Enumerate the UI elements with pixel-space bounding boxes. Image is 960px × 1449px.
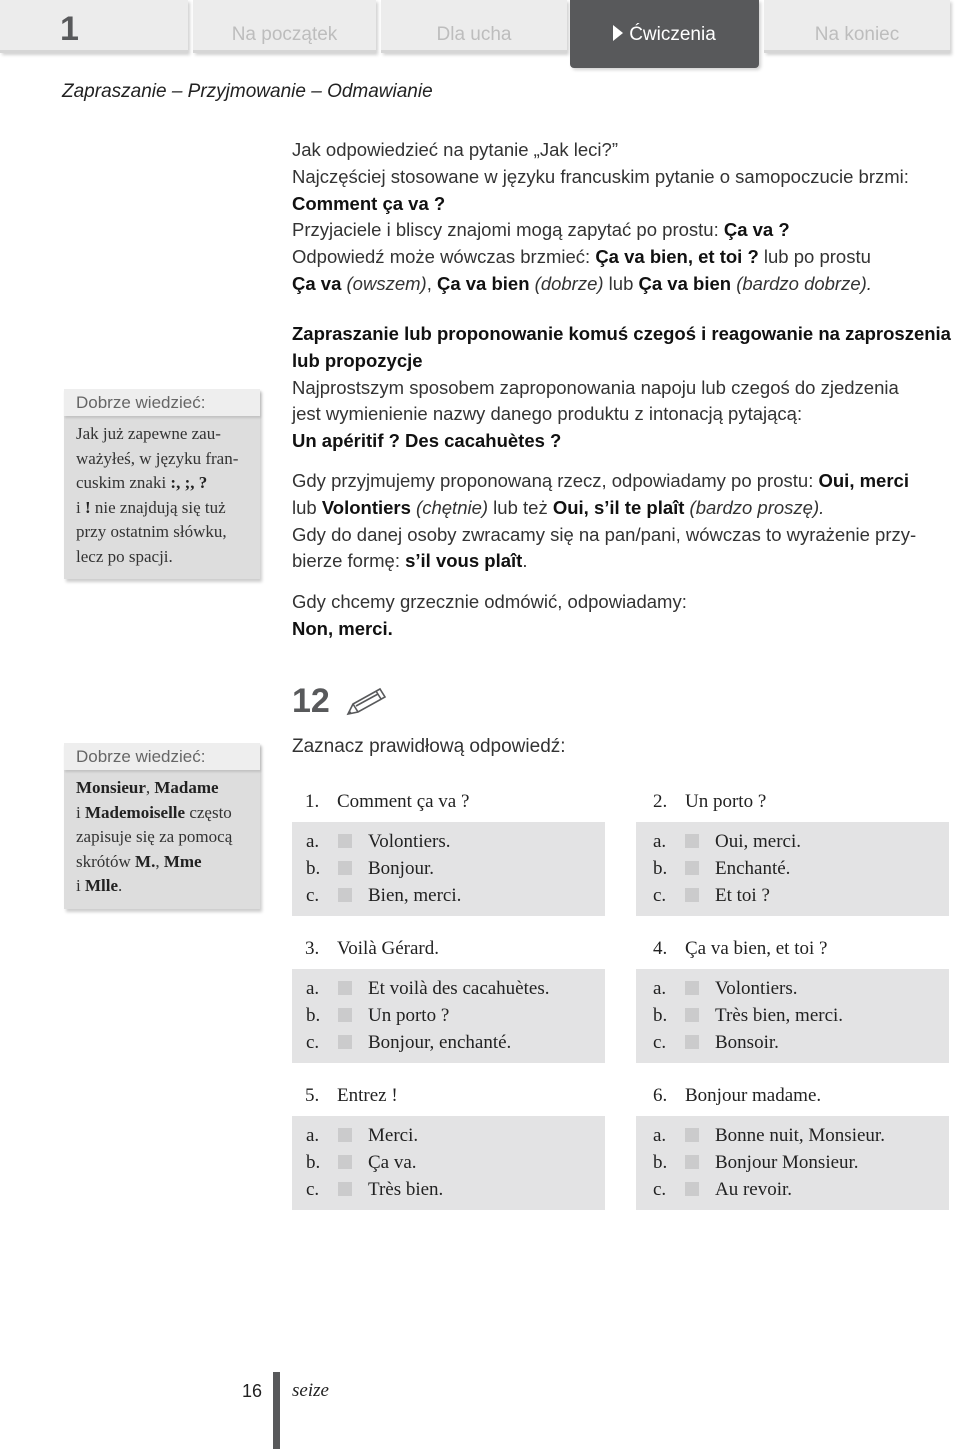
checkbox[interactable] <box>685 1128 699 1142</box>
text-line: Gdy do danej osoby zwracamy się na pan/pani, wówczas to wyrażenie przy- <box>292 523 917 545</box>
tip-heading: Dobrze wiedzieć: <box>64 389 260 416</box>
chapter-number: 1 <box>60 10 79 48</box>
page-subtitle: Zapraszanie – Przyjmowanie – Odmawianie <box>62 81 433 102</box>
text-line: Jak odpowiedzieć na pytanie „Jak leci?” <box>292 139 618 160</box>
option[interactable]: a. Et voilà des cacahuètes. <box>306 978 550 999</box>
question: 1. Comment ça va ? <box>305 791 470 812</box>
checkbox[interactable] <box>338 1128 352 1142</box>
text-line: Najprostszym sposobem zaproponowania napoju lub czegoś do zjedzenia <box>292 376 899 398</box>
tip-body: Jak już zapewne zau- ważyłeś, w języku fran- cuskim znaki :, ;, ? i ! nie znajdują się tuż przy ostatnim słówku, lecz po spacji. <box>76 424 239 566</box>
phrase-comment-ca-va: Comment ça va ? <box>292 192 446 214</box>
checkbox[interactable] <box>685 861 699 875</box>
text-line: Ça va (owszem), Ça va bien (dobrze) lub Ça va bien (bardzo dobrze). <box>292 272 872 294</box>
text-line: Odpowiedź może wówczas brzmieć: Ça va bien, et toi ? lub po prostu <box>292 246 871 268</box>
option[interactable]: c. Et toi ? <box>653 885 770 906</box>
option[interactable]: b. Bonjour. <box>306 858 434 879</box>
question: 3. Voilà Gérard. <box>305 938 440 959</box>
tab-na-koniec[interactable] <box>764 0 950 53</box>
option[interactable]: a. Volontiers. <box>306 831 451 852</box>
question: 2. Un porto ? <box>653 791 767 812</box>
tab-na-poczatek[interactable] <box>193 0 376 53</box>
chapter-tab <box>0 0 188 53</box>
exercise-number: 12 <box>292 682 330 720</box>
pencil-icon <box>344 686 390 718</box>
checkbox[interactable] <box>338 1008 352 1022</box>
phrase-example: Un apéritif ? Des cacahuètes ? <box>292 430 562 452</box>
checkbox[interactable] <box>338 888 352 902</box>
option[interactable]: b. Ça va. <box>306 1152 417 1173</box>
checkbox[interactable] <box>338 834 352 848</box>
tab-dla-ucha[interactable] <box>381 0 567 53</box>
tab-label: Na początek <box>231 24 338 45</box>
text-line: Najczęściej stosowane w języku francuskim pytanie o samopoczucie brzmi: <box>292 165 909 187</box>
tip-box-abbreviations <box>64 743 260 909</box>
section-heading: Zapraszanie lub proponowanie komuś czegoś i reagowanie na zaproszenia <box>292 323 951 344</box>
options-box <box>636 969 949 1063</box>
option[interactable]: b. Enchanté. <box>653 858 791 879</box>
checkbox[interactable] <box>338 1035 352 1049</box>
text-line: bierze formę: s’il vous plaît. <box>292 550 528 572</box>
checkbox[interactable] <box>685 834 699 848</box>
tab-cwiczenia-text: Ćwiczenia <box>629 24 716 45</box>
option[interactable]: a. Volontiers. <box>653 978 798 999</box>
page-number: 16 <box>242 1381 263 1401</box>
checkbox[interactable] <box>685 1035 699 1049</box>
text-line: Gdy przyjmujemy proponowaną rzecz, odpowiadamy po prostu: Oui, merci <box>292 470 909 491</box>
option[interactable]: b. Très bien, merci. <box>653 1005 844 1026</box>
checkbox[interactable] <box>685 981 699 995</box>
text-line: lub Volontiers (chętnie) lub też Oui, s’il te plaît (bardzo proszę). <box>292 496 825 518</box>
tip-body: Monsieur, Madame i Mademoiselle często zapisuje się za pomocą skrótów M., Mme i Mlle. <box>76 778 233 895</box>
exercise-instruction: Zaznacz prawidłową odpowiedź: <box>292 736 566 757</box>
section-accepting <box>292 468 952 575</box>
section-heading: lub propozycje <box>292 349 423 371</box>
text-line: Przyjaciele i bliscy znajomi mogą zapytać po prostu: Ça va ? <box>292 219 790 241</box>
options-box <box>292 969 605 1063</box>
question: 5. Entrez ! <box>305 1085 398 1106</box>
option[interactable]: c. Bien, merci. <box>306 885 462 906</box>
text-line: jest wymienienie nazwy danego produktu z intonacją pytającą: <box>292 403 803 425</box>
question: 4. Ça va bien, et toi ? <box>653 938 828 959</box>
section-refusing <box>292 589 952 643</box>
section-invitations <box>292 321 952 455</box>
tab-label: Dla ucha <box>436 24 512 45</box>
options-box <box>292 1116 605 1210</box>
checkbox[interactable] <box>685 888 699 902</box>
play-arrow-icon <box>613 25 623 41</box>
option[interactable]: c. Très bien. <box>306 1179 444 1200</box>
checkbox[interactable] <box>338 1182 352 1196</box>
section-how-are-you <box>292 137 952 298</box>
option[interactable]: a. Bonne nuit, Monsieur. <box>653 1125 885 1146</box>
checkbox[interactable] <box>338 861 352 875</box>
footer-divider <box>273 1372 280 1449</box>
text-line: Gdy chcemy grzecznie odmówić, odpowiadamy: <box>292 591 687 612</box>
tab-label: Na koniec <box>814 24 900 45</box>
options-box <box>292 822 605 916</box>
option[interactable]: c. Bonjour, enchanté. <box>306 1032 512 1053</box>
question: 6. Bonjour madame. <box>653 1085 822 1106</box>
tab-label-active <box>570 24 759 46</box>
tip-heading: Dobrze wiedzieć: <box>64 743 260 770</box>
tab-cwiczenia[interactable] <box>570 0 759 68</box>
checkbox[interactable] <box>685 1008 699 1022</box>
option[interactable]: a. Merci. <box>306 1125 419 1146</box>
phrase-non-merci: Non, merci. <box>292 617 393 639</box>
option[interactable]: b. Bonjour Monsieur. <box>653 1152 859 1173</box>
option[interactable]: c. Au revoir. <box>653 1179 793 1200</box>
option[interactable]: a. Oui, merci. <box>653 831 802 852</box>
option[interactable]: c. Bonsoir. <box>653 1032 779 1053</box>
checkbox[interactable] <box>685 1155 699 1169</box>
checkbox[interactable] <box>338 981 352 995</box>
checkbox[interactable] <box>338 1155 352 1169</box>
option[interactable]: b. Un porto ? <box>306 1005 450 1026</box>
options-box <box>636 1116 949 1210</box>
tip-box-punctuation <box>64 389 260 579</box>
checkbox[interactable] <box>685 1182 699 1196</box>
options-box <box>636 822 949 916</box>
page-number-word: seize <box>292 1380 329 1401</box>
